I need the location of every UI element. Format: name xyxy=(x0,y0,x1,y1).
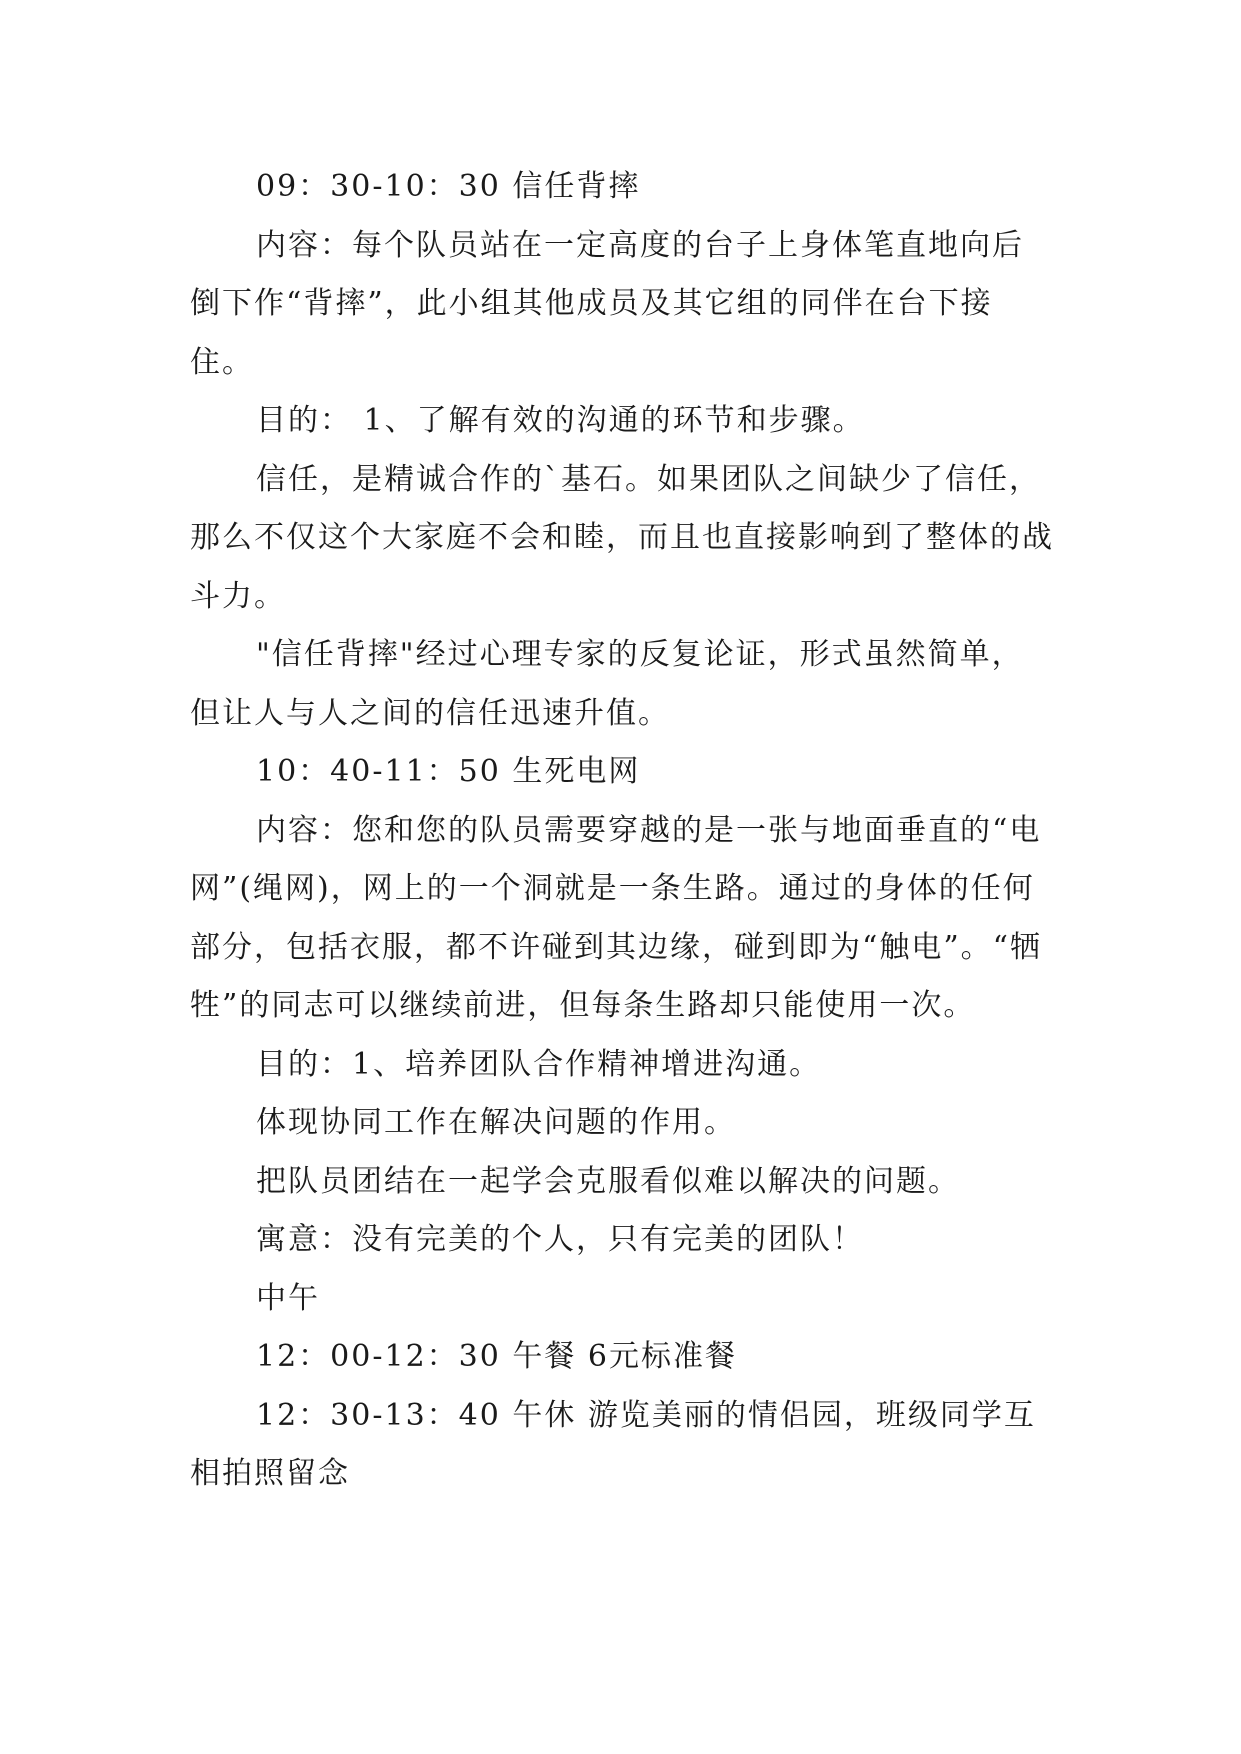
schedule-lunch: 12：00-12：30 午餐 6元标准餐 xyxy=(256,1339,737,1374)
schedule-noon-break: 12：30-13：40 午休 游览美丽的情侣园，班级同学互相拍照留念 xyxy=(190,1397,1036,1491)
electric-net-content: 内容：您和您的队员需要穿越的是一张与地面垂直的“电网”(绳网)，网上的一个洞就是一条生路。通过的身体的任何部分，包括衣服，都不许碰到其边缘，碰到即为“触电”。“牺牲”的同志可以继续前进，但每条生路却只能使用一次。 xyxy=(190,812,1043,1023)
electric-net-purpose-2: 体现协同工作在解决问题的作用。 xyxy=(256,1105,736,1140)
trust-paragraph: 信任，是精诚合作的`基石。如果团队之间缺少了信任，那么不仅这个大家庭不会和睦，而且也直接影响到了整体的战斗力。 xyxy=(190,461,1054,614)
electric-net-purpose: 目的：1、培养团队合作精神增进沟通。 xyxy=(256,1046,822,1082)
trust-fall-purpose: 目的： 1、了解有效的沟通的环节和步骤。 xyxy=(256,403,865,438)
trust-fall-explanation: "信任背摔"经过心理专家的反复论证，形式虽然简单，但让人与人之间的信任迅速升值。 xyxy=(190,637,1024,731)
trust-fall-content: 内容：每个队员站在一定高度的台子上身体笔直地向后倒下作“背摔”，此小组其他成员及其它组的同伴在台下接住。 xyxy=(190,227,1024,380)
electric-net-purpose-3: 把队员团结在一起学会克服看似难以解决的问题。 xyxy=(256,1163,960,1199)
schedule-trust-fall-heading: 09：30-10：30 信任背摔 xyxy=(256,169,641,204)
noon-heading: 中午 xyxy=(256,1280,320,1316)
electric-net-meaning: 寓意：没有完美的个人，只有完美的团队！ xyxy=(256,1222,864,1257)
schedule-electric-net-heading: 10：40-11：50 生死电网 xyxy=(256,754,641,789)
document-body xyxy=(190,158,1055,1504)
